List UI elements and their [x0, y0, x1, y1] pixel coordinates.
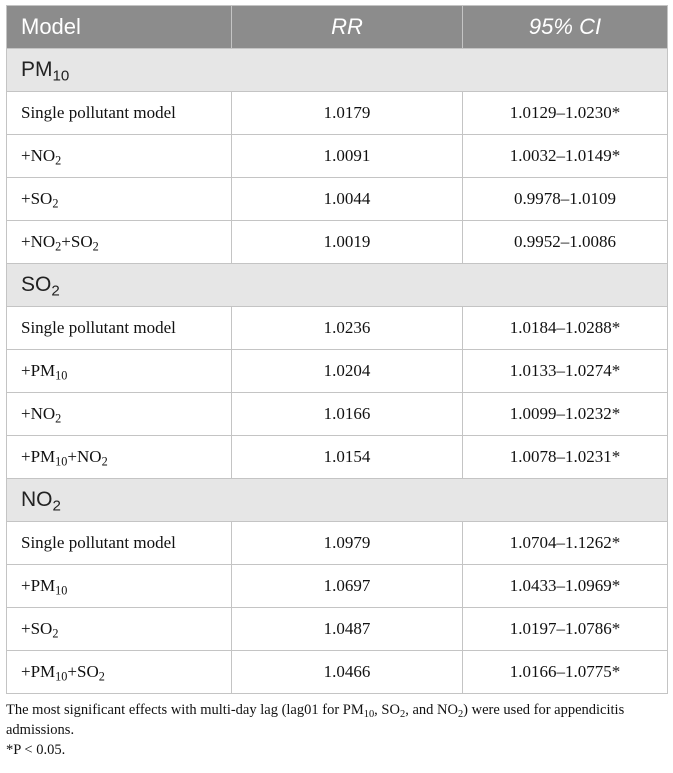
model-cell: Single pollutant model — [7, 522, 232, 565]
model-cell: $+NO_2+SO_2$ — [7, 221, 232, 264]
ci-cell: 1.0032–1.0149* — [463, 135, 668, 178]
rr-cell: 1.0236 — [232, 307, 463, 350]
table-row — [7, 178, 668, 221]
model-cell: Single pollutant model — [7, 307, 232, 350]
section-title: $NO_2$ — [7, 479, 668, 522]
table-row — [7, 307, 668, 350]
section-title: $SO_2$ — [7, 264, 668, 307]
model-cell: Single pollutant model — [7, 92, 232, 135]
model-cell: $+SO_2$ — [7, 178, 232, 221]
rr-cell: 1.0154 — [232, 436, 463, 479]
model-cell: $+NO_2$ — [7, 393, 232, 436]
ci-cell: 1.0099–1.0232* — [463, 393, 668, 436]
results-table — [6, 5, 668, 694]
table-row — [7, 608, 668, 651]
model-cell: $+PM_{10}$ — [7, 565, 232, 608]
section-header-row — [7, 479, 668, 522]
header-ci: 95% CI — [463, 6, 668, 49]
model-cell: $+PM_{10}+SO_2$ — [7, 651, 232, 694]
section-header-row — [7, 49, 668, 92]
ci-cell: 1.0197–1.0786* — [463, 608, 668, 651]
rr-cell: 1.0697 — [232, 565, 463, 608]
table-row — [7, 651, 668, 694]
rr-cell: 1.0179 — [232, 92, 463, 135]
table-row — [7, 135, 668, 178]
table-row — [7, 92, 668, 135]
rr-cell: 1.0487 — [232, 608, 463, 651]
header-model: Model — [7, 6, 232, 49]
table-row — [7, 350, 668, 393]
table-row — [7, 436, 668, 479]
ci-cell: 1.0166–1.0775* — [463, 651, 668, 694]
ci-cell: 1.0129–1.0230* — [463, 92, 668, 135]
rr-cell: 1.0166 — [232, 393, 463, 436]
ci-cell: 1.0133–1.0274* — [463, 350, 668, 393]
ci-cell: 1.0433–1.0969* — [463, 565, 668, 608]
ci-cell: 1.0078–1.0231* — [463, 436, 668, 479]
section-title: $PM_{10}$ — [7, 49, 668, 92]
table-row — [7, 522, 668, 565]
table-row — [7, 393, 668, 436]
rr-cell: 1.0204 — [232, 350, 463, 393]
ci-cell: 0.9978–1.0109 — [463, 178, 668, 221]
section-header-row — [7, 264, 668, 307]
ci-cell: 1.0704–1.1262* — [463, 522, 668, 565]
table-footnote — [6, 700, 667, 760]
rr-cell: 1.0466 — [232, 651, 463, 694]
header-rr: RR — [232, 6, 463, 49]
ci-cell: 1.0184–1.0288* — [463, 307, 668, 350]
footnote-text: The most significant effects with multi-day lag (lag01 for $PM_{10}$, $SO_2$, and $NO_2$) were used for appendicitis admissions. — [6, 702, 625, 738]
footnote-significance: *P < 0.05. — [6, 742, 66, 758]
rr-cell: 1.0019 — [232, 221, 463, 264]
ci-cell: 0.9952–1.0086 — [463, 221, 668, 264]
rr-cell: 1.0979 — [232, 522, 463, 565]
model-cell: $+NO_2$ — [7, 135, 232, 178]
table-row — [7, 565, 668, 608]
model-cell: $+SO_2$ — [7, 608, 232, 651]
rr-cell: 1.0044 — [232, 178, 463, 221]
model-cell: $+PM_{10}+NO_2$ — [7, 436, 232, 479]
model-cell: $+PM_{10}$ — [7, 350, 232, 393]
table-row — [7, 221, 668, 264]
table-body — [7, 49, 668, 694]
table-header-row — [7, 6, 668, 49]
rr-cell: 1.0091 — [232, 135, 463, 178]
